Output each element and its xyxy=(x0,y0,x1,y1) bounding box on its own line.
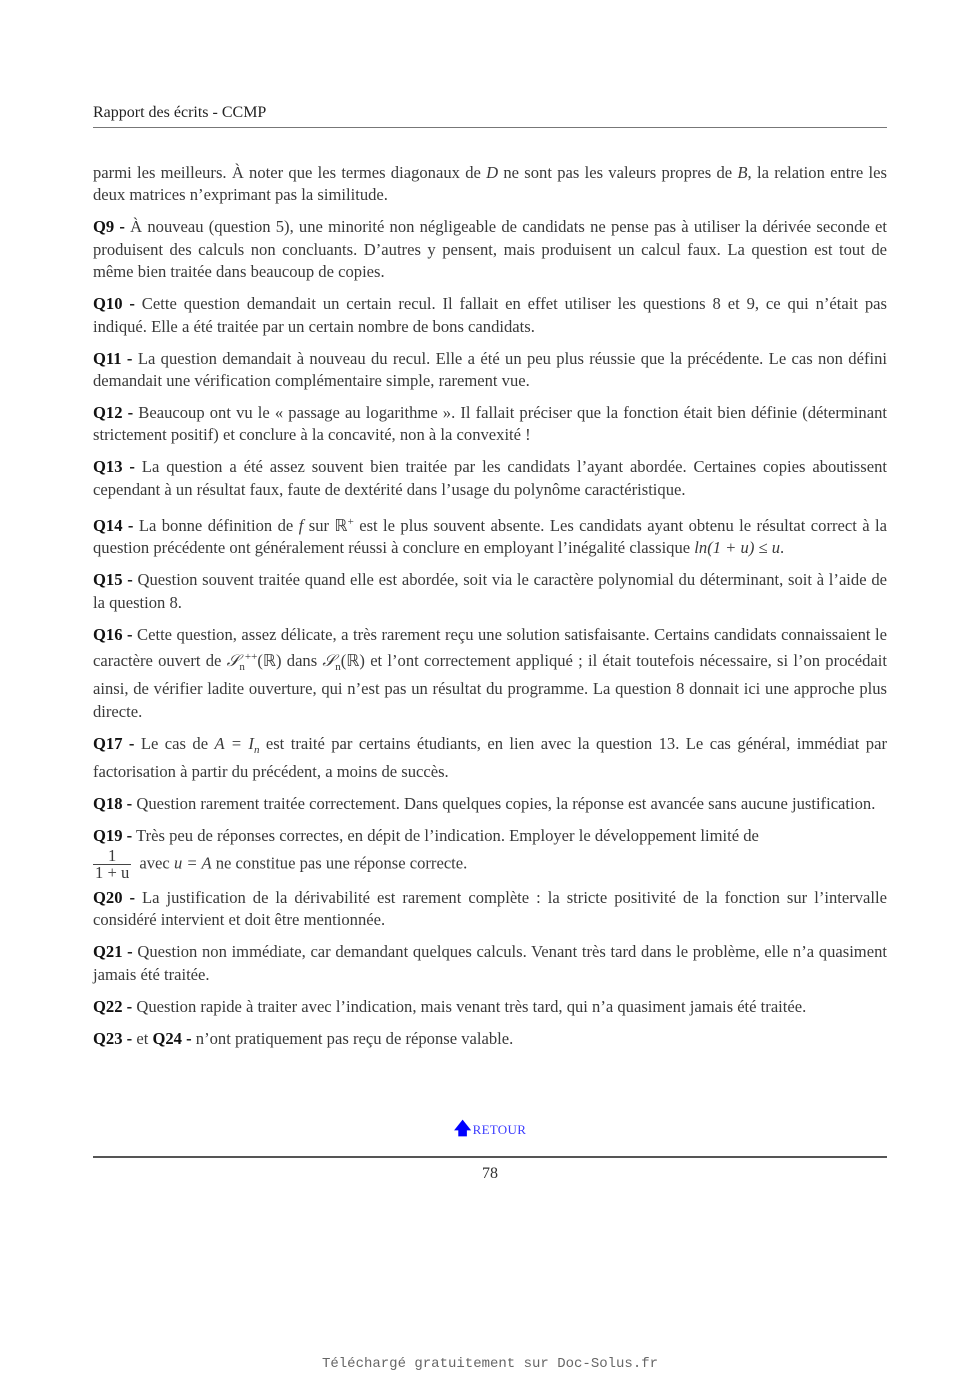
paragraph-q15 xyxy=(93,569,887,614)
text: dans xyxy=(281,651,323,671)
question-comment: Question rarement traitée correctement. Dans quelques copies, la réponse est avancée sans aucune justification. xyxy=(132,794,876,814)
math-subscript: n xyxy=(335,661,341,674)
question-label: Q19 - xyxy=(93,826,133,846)
question-label: Q18 - xyxy=(93,794,133,814)
running-header: Rapport des écrits - CCMP xyxy=(93,104,267,121)
math: 𝒮 xyxy=(322,651,336,671)
math-superscript: + xyxy=(347,515,354,528)
fraction-numerator: 1 xyxy=(107,845,117,865)
paragraph-q23-q24 xyxy=(93,1028,887,1050)
question-label: Q23 - xyxy=(93,1028,133,1048)
text: , la relation entre les deux matrices n’exprimant pas la similitude. xyxy=(93,163,887,205)
question-label: Q24 - xyxy=(152,1028,192,1048)
question-label: Q22 - xyxy=(93,996,133,1016)
paragraph-q9 xyxy=(93,216,887,283)
math-fraction xyxy=(93,845,131,882)
paragraph-q11 xyxy=(93,348,887,393)
paragraph-q17 xyxy=(93,733,887,784)
text: Le cas de xyxy=(134,733,215,753)
text: n’ont pratiquement pas reçu de réponse valable. xyxy=(191,1028,514,1048)
paragraph-intro xyxy=(93,162,887,207)
retour-link[interactable] xyxy=(453,1119,527,1138)
question-label: Q15 - xyxy=(93,570,133,590)
text: avec xyxy=(135,853,174,872)
question-label: Q11 - xyxy=(93,348,133,368)
math-superscript: ++ xyxy=(244,651,258,664)
paragraph-q16 xyxy=(93,624,887,724)
question-comment: La question a été assez souvent bien traitée par les candidats l’ayant abordée. Certaines copies aboutissent cependant à un résultat faux, faute de dextérité dans l’usage du polynôme caractéristique. xyxy=(93,457,887,499)
text: parmi les meilleurs. À noter que les termes diagonaux de xyxy=(93,163,487,182)
math: (ℝ) xyxy=(257,651,282,671)
retour-label: RETOUR xyxy=(472,1122,527,1137)
question-comment: Question souvent traitée quand elle est abordée, soit via le caractère polynomial du déterminant, soit à l’aide de la question 8. xyxy=(93,570,887,612)
text: et l’ont correctement appliqué ; il était toutefois nécessaire, si l’on procédait ainsi, de vérifier ladite ouverture, qui n’est pas un résultat du programme. La question 8 donnait ici une approche plus directe. xyxy=(93,651,887,721)
math: (ℝ) xyxy=(340,651,365,671)
math: A = I xyxy=(214,733,254,753)
text: La bonne définition de xyxy=(133,515,299,535)
question-label: Q14 - xyxy=(93,515,134,535)
text: est traité par certains étudiants, en lien avec la question 13. Le cas général, immédiat par factorisation à partir du précédent, a moins de succès. xyxy=(93,733,887,782)
header-rule xyxy=(93,127,887,128)
fraction-denominator: 1 + u xyxy=(95,862,130,882)
question-comment: Cette question demandait un certain recul. Il fallait en effet utiliser les questions 8 et 9, ce qui n’était pas indiqué. Elle a été traitée par un certain nombre de bons candidats. xyxy=(93,294,887,336)
math: 𝒮 xyxy=(226,651,240,671)
page-number: 78 xyxy=(482,1165,498,1182)
math-subscript: n xyxy=(253,743,260,756)
text: ne constitue pas une réponse correcte. xyxy=(211,853,468,872)
paragraph-q18 xyxy=(93,793,887,815)
question-comment: La justification de la dérivabilité est rarement complète : la stricte positivité de la fonction sur l’intervalle considéré intervient et doit être mentionnée. xyxy=(93,887,887,930)
text: Très peu de réponses correctes, en dépit de l’indication. Employer le développement limité de xyxy=(132,826,759,846)
text: et xyxy=(132,1028,153,1048)
math: f xyxy=(298,515,304,535)
math-subscript: n xyxy=(239,661,245,674)
paragraph-q21 xyxy=(93,941,887,986)
text: Cette question, assez délicate, a très rarement reçu une solution satisfaisante. Certains candidats connaissaient le caractère ouvert de xyxy=(93,624,887,671)
text: sur xyxy=(303,515,335,535)
math: B xyxy=(737,163,748,182)
paragraph-q19 xyxy=(93,825,887,880)
question-label: Q13 - xyxy=(93,457,135,477)
question-comment: Question non immédiate, car demandant quelques calculs. Venant très tard dans le problème, elle n’a quasiment jamais été traitée. xyxy=(93,942,887,984)
question-comment: À nouveau (question 5), une minorité non négligeable de candidats ne pense pas à utiliser la dérivée seconde et produisent des calculs non concluants. D’autres y pensent, mais produisent un calcul faux. La question est tout de même bien traitée dans beaucoup de copies. xyxy=(93,217,887,282)
math: D xyxy=(486,163,499,182)
paragraph-q12 xyxy=(93,402,887,447)
paragraph-q22 xyxy=(93,996,887,1018)
question-label: Q20 - xyxy=(93,887,136,907)
arrow-up-icon: 🡅 xyxy=(453,1119,472,1138)
question-label: Q12 - xyxy=(93,403,134,423)
paragraph-q13 xyxy=(93,456,887,501)
question-comment: La question demandait à nouveau du recul. Elle a été un peu plus réussie que la précédente. Le cas non défini demandait une vérification complémentaire simple, rarement vue. xyxy=(93,348,888,391)
retour-nav xyxy=(0,1116,980,1145)
math: u = A xyxy=(173,853,212,872)
paragraph-q10 xyxy=(93,293,887,338)
question-comment: Question rapide à traiter avec l’indication, mais venant très tard, qui n’a quasiment jamais été traitée. xyxy=(132,996,807,1016)
text: . xyxy=(780,538,785,558)
watermark: Téléchargé gratuitement sur Doc-Solus.fr xyxy=(321,1356,659,1372)
footer-rule xyxy=(93,1156,887,1158)
text: est le plus souvent absente. Les candidats ayant obtenu le résultat correct à la question précédente ont généralement réussi à conclure en employant l’inégalité classique xyxy=(93,515,887,558)
question-label: Q21 - xyxy=(93,942,133,962)
question-label: Q17 - xyxy=(93,733,135,753)
question-label: Q10 - xyxy=(93,294,135,314)
question-label: Q16 - xyxy=(93,624,133,644)
question-label: Q9 - xyxy=(93,217,125,237)
math: ln(1 + u) ≤ u xyxy=(694,538,781,558)
paragraph-q20 xyxy=(93,887,887,932)
text: ne sont pas les valeurs propres de xyxy=(498,163,738,182)
math: ℝ xyxy=(334,515,348,535)
paragraph-q14 xyxy=(93,511,887,560)
question-comment: Beaucoup ont vu le « passage au logarithme ». Il fallait préciser que la fonction était bien définie (déterminant strictement positif) et conclure à la concavité, non à la convexité ! xyxy=(93,403,887,445)
report-body xyxy=(93,162,887,1060)
